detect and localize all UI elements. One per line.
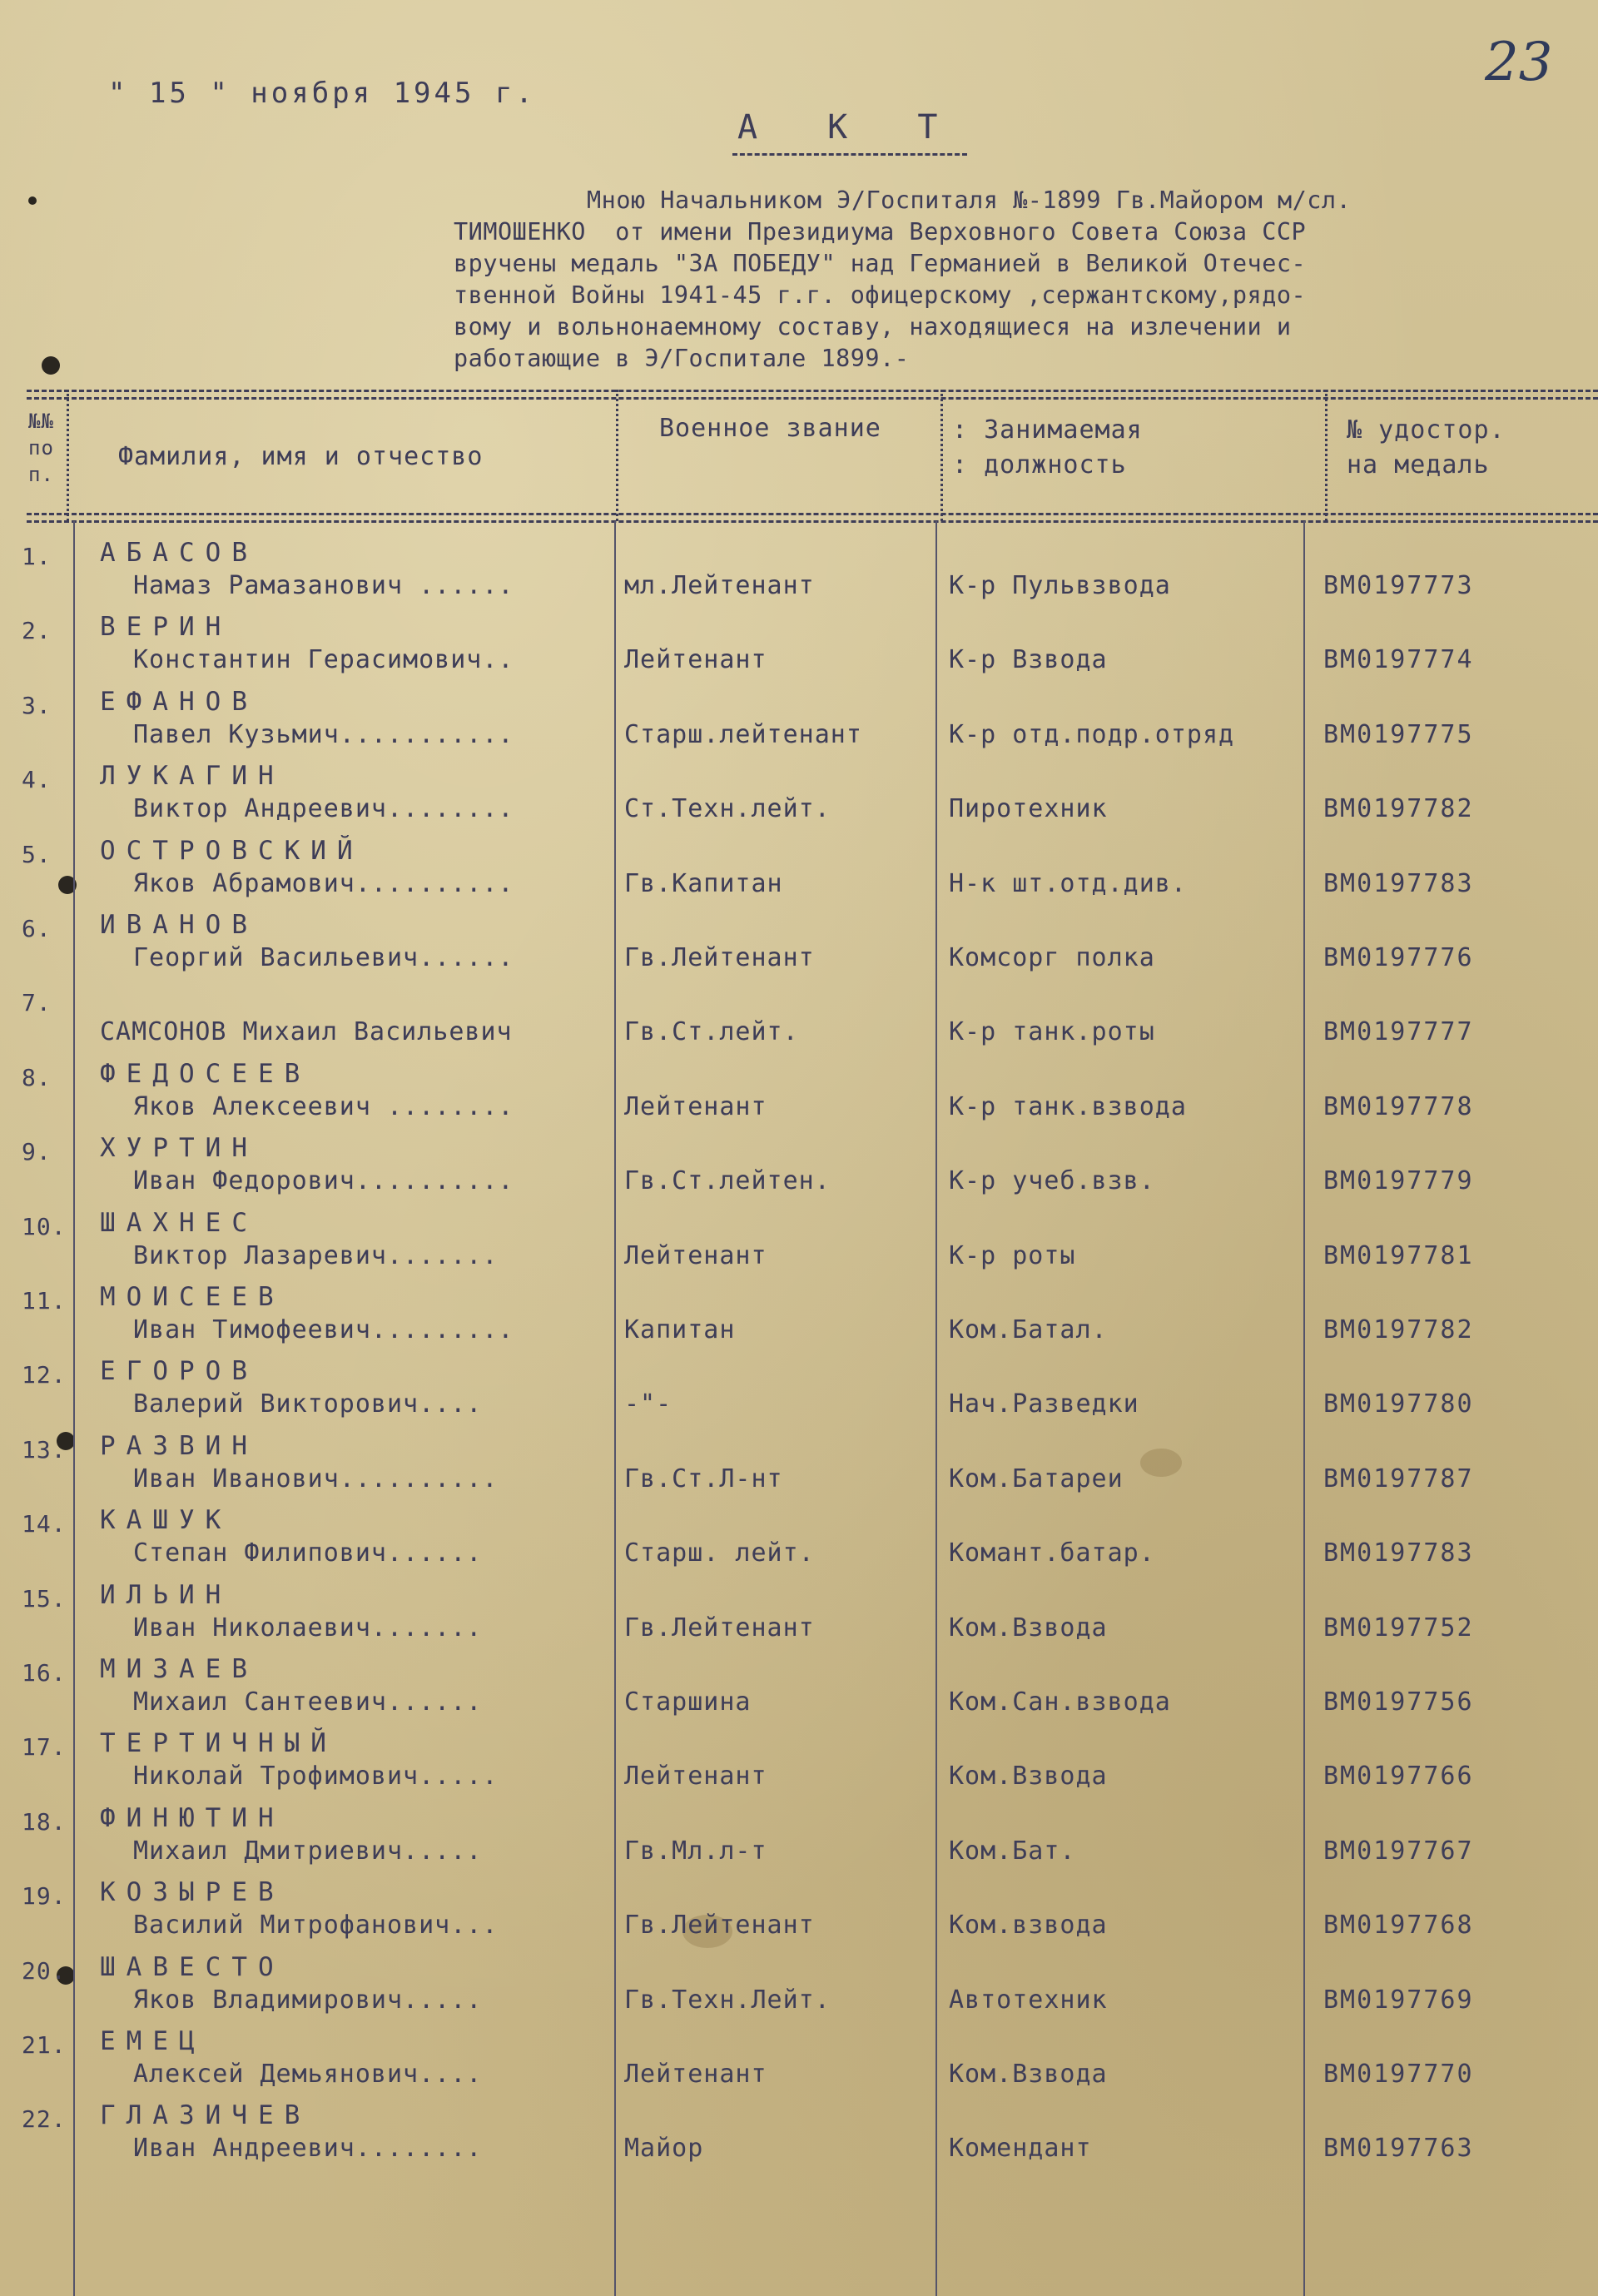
col-header-rank: Военное звание — [659, 414, 881, 443]
col-header-cert: № удостор. на медаль — [1347, 415, 1506, 480]
table-row — [22, 2092, 1598, 2166]
given-name: Валерий Викторович.... — [133, 1389, 483, 1419]
given-name: Иван Иванович.......... — [133, 1464, 499, 1493]
certificate-number: ВМ0197787 — [1323, 1464, 1474, 1493]
row-number: 7. — [22, 989, 52, 1017]
page-number: 23 — [1485, 32, 1553, 93]
military-rank: Лейтенант — [624, 645, 767, 675]
position-held: К-р роты — [949, 1240, 1076, 1270]
military-rank: Ст.Техн.лейт. — [624, 794, 831, 824]
col-header-num: №№ по п. — [28, 410, 54, 486]
military-rank: Гв.Техн.Лейт. — [624, 1985, 831, 2015]
row-number: 15. — [22, 1584, 67, 1613]
table-row — [22, 1200, 1598, 1274]
surname: ЕФАНОВ — [100, 686, 258, 717]
position-held: Ком.Батареи — [949, 1464, 1124, 1493]
given-name: Яков Владимирович..... — [133, 1985, 483, 2015]
given-name: Яков Алексеевич ........ — [133, 1091, 514, 1121]
table-row — [22, 529, 1598, 604]
row-number: 19. — [22, 1882, 67, 1911]
military-rank: Гв.Лейтенант — [624, 1911, 815, 1941]
surname: ШАВЕСТО — [100, 1951, 285, 1982]
surname: ХУРТИН — [100, 1133, 258, 1164]
military-rank: Гв.Ст.Л-нт — [624, 1464, 783, 1493]
position-held: К-р Взвода — [949, 645, 1108, 675]
surname: ГЛАЗИЧЕВ — [100, 2100, 311, 2131]
table-row — [22, 1125, 1598, 1199]
row-number: 6. — [22, 915, 52, 942]
row-number: 22. — [22, 2105, 67, 2134]
surname: КАШУК — [100, 1505, 232, 1536]
row-number: 18. — [22, 1807, 67, 1836]
header-bottom-rule — [27, 520, 1598, 523]
position-held: К-р учеб.взв. — [949, 1166, 1155, 1196]
row-number: 8. — [22, 1063, 52, 1091]
certificate-number: ВМ0197783 — [1323, 1538, 1474, 1568]
given-name: Алексей Демьянович.... — [133, 2060, 483, 2089]
punch-hole — [42, 356, 60, 375]
certificate-number: ВМ0197780 — [1323, 1389, 1474, 1419]
position-held: К-р отд.подр.отряд — [949, 719, 1235, 749]
row-number: 16. — [22, 1659, 67, 1687]
military-rank: Лейтенант — [624, 2060, 767, 2089]
col-header-position: : Занимаемая : должность — [952, 415, 1143, 480]
military-rank: Майор — [624, 2134, 704, 2164]
col-header-name: Фамилия, имя и отчество — [118, 442, 484, 471]
table-row — [22, 1423, 1598, 1497]
surname: ШАХНЕС — [100, 1207, 258, 1238]
military-rank: Лейтенант — [624, 1091, 767, 1121]
certificate-number: ВМ0197756 — [1323, 1687, 1474, 1717]
given-name: Константин Герасимович.. — [133, 645, 514, 675]
intro-line: вручены медаль "ЗА ПОБЕДУ" над Германией в Великой Отечес- — [454, 250, 1307, 277]
punch-hole — [28, 196, 37, 205]
table-row — [22, 902, 1598, 976]
full-name: САМСОНОВ Михаил Васильевич — [100, 1017, 513, 1047]
table-row — [22, 1646, 1598, 1720]
header-bottom-rule — [27, 513, 1598, 515]
table-row — [22, 1944, 1598, 2018]
surname: АБАСОВ — [100, 538, 258, 568]
position-held: Ком.взвода — [949, 1911, 1108, 1941]
row-number: 10. — [22, 1212, 67, 1240]
certificate-number: ВМ0197776 — [1323, 943, 1474, 972]
given-name: Николай Трофимович..... — [133, 1762, 499, 1792]
position-held: Ком.Взвода — [949, 2060, 1108, 2089]
document-date: " 15 " ноября 1945 г. — [108, 77, 536, 110]
given-name: Павел Кузьмич........... — [133, 719, 514, 749]
row-number: 3. — [22, 691, 52, 719]
table-row — [22, 1795, 1598, 1869]
given-name: Иван Тимофеевич......... — [133, 1315, 514, 1344]
intro-line: работающие в Э/Госпитале 1899.- — [454, 345, 910, 372]
certificate-number: ВМ0197770 — [1323, 2060, 1474, 2089]
position-held: К-р танк.взвода — [949, 1091, 1187, 1121]
table-top-rule — [27, 397, 1598, 400]
given-name: Степан Филипович...... — [133, 1538, 483, 1568]
surname: ЕМЕЦ — [100, 2026, 206, 2056]
table-top-rule — [27, 390, 1598, 392]
row-number: 12. — [22, 1361, 67, 1389]
surname: ФЕДОСЕЕВ — [100, 1058, 311, 1089]
certificate-number: ВМ0197775 — [1323, 719, 1474, 749]
intro-paragraph — [454, 185, 1586, 375]
certificate-number: ВМ0197752 — [1323, 1613, 1474, 1642]
military-rank: Старш.лейтенант — [624, 719, 862, 749]
surname: РАЗВИН — [100, 1430, 258, 1461]
position-held: Ком.Батал. — [949, 1315, 1108, 1344]
military-rank: Лейтенант — [624, 1240, 767, 1270]
given-name: Михаил Сантеевич...... — [133, 1687, 483, 1717]
row-number: 9. — [22, 1138, 52, 1166]
surname: ФИНЮТИН — [100, 1802, 285, 1833]
surname: МИЗАЕВ — [100, 1654, 258, 1684]
certificate-number: ВМ0197779 — [1323, 1166, 1474, 1196]
position-held: Ком.Взвода — [949, 1762, 1108, 1792]
certificate-number: ВМ0197763 — [1323, 2134, 1474, 2164]
military-rank: Гв.Ст.лейт. — [624, 1017, 799, 1047]
table-row — [22, 1572, 1598, 1646]
award-table — [22, 390, 1598, 2296]
position-held: К-р танк.роты — [949, 1017, 1155, 1047]
position-held: Автотехник — [949, 1985, 1108, 2015]
military-rank: Гв.Лейтенант — [624, 943, 815, 972]
given-name: Иван Федорович.......... — [133, 1166, 514, 1196]
given-name: Намаз Рамазанович ...... — [133, 571, 514, 600]
table-row — [22, 1497, 1598, 1571]
position-held: Ком.Сан.взвода — [949, 1687, 1171, 1717]
certificate-number: ВМ0197769 — [1323, 1985, 1474, 2015]
table-row — [22, 1869, 1598, 1943]
intro-line: твенной Войны 1941-45 г.г. офицерскому ,сержантскому,рядо- — [454, 281, 1307, 309]
column-divider — [1325, 390, 1328, 521]
row-number: 5. — [22, 840, 52, 868]
surname: ВЕРИН — [100, 612, 232, 643]
column-divider — [940, 390, 943, 521]
certificate-number: ВМ0197766 — [1323, 1762, 1474, 1792]
position-held: Н-к шт.отд.див. — [949, 868, 1187, 898]
military-rank: Гв.Лейтенант — [624, 1613, 815, 1642]
certificate-number: ВМ0197773 — [1323, 571, 1474, 600]
certificate-number: ВМ0197767 — [1323, 1836, 1474, 1866]
intro-line: вому и вольнонаемному составу, находящиеся на излечении и — [454, 313, 1292, 340]
military-rank: Старш. лейт. — [624, 1538, 815, 1568]
row-number: 20. — [22, 1956, 67, 1985]
row-number: 11. — [22, 1287, 67, 1314]
surname: ЕГОРОВ — [100, 1356, 258, 1387]
table-row — [22, 2018, 1598, 2092]
given-name: Виктор Андреевич........ — [133, 794, 514, 824]
certificate-number: ВМ0197778 — [1323, 1091, 1474, 1121]
table-row — [22, 678, 1598, 753]
surname: ИЛЬИН — [100, 1579, 232, 1610]
military-rank: Старшина — [624, 1687, 752, 1717]
row-number: 17. — [22, 1733, 67, 1762]
given-name: Георгий Васильевич...... — [133, 943, 514, 972]
certificate-number: ВМ0197782 — [1323, 794, 1474, 824]
table-row — [22, 976, 1598, 1050]
position-held: Нач.Разведки — [949, 1389, 1139, 1419]
table-row — [22, 753, 1598, 827]
military-rank: Капитан — [624, 1315, 736, 1344]
surname: ТЕРТИЧНЫЙ — [100, 1728, 337, 1759]
row-number: 2. — [22, 617, 52, 645]
surname: МОИСЕЕВ — [100, 1282, 285, 1312]
military-rank: мл.Лейтенант — [624, 571, 815, 600]
certificate-number: ВМ0197774 — [1323, 645, 1474, 675]
given-name: Иван Николаевич....... — [133, 1613, 483, 1642]
intro-line: Мною Начальником Э/Госпиталя №-1899 Гв.Майором м/сл. — [587, 186, 1352, 214]
table-row — [22, 1720, 1598, 1794]
certificate-number: ВМ0197777 — [1323, 1017, 1474, 1047]
document-title: А К Т — [732, 108, 967, 156]
table-row — [22, 827, 1598, 902]
row-number: 1. — [22, 543, 52, 570]
certificate-number: ВМ0197781 — [1323, 1240, 1474, 1270]
certificate-number: ВМ0197768 — [1323, 1911, 1474, 1941]
position-held: Комант.батар. — [949, 1538, 1155, 1568]
military-rank: Гв.Ст.лейтен. — [624, 1166, 831, 1196]
position-held: Пиротехник — [949, 794, 1108, 824]
surname: ЛУКАГИН — [100, 761, 285, 792]
given-name: Иван Андреевич........ — [133, 2134, 483, 2164]
certificate-number: ВМ0197782 — [1323, 1315, 1474, 1344]
surname: ОСТРОВСКИЙ — [100, 835, 364, 866]
position-held: Ком.Бат. — [949, 1836, 1076, 1866]
row-number: 14. — [22, 1510, 67, 1538]
given-name: Виктор Лазаревич....... — [133, 1240, 499, 1270]
surname: КОЗЫРЕВ — [100, 1877, 285, 1908]
given-name: Яков Абрамович.......... — [133, 868, 514, 898]
surname: ИВАНОВ — [100, 910, 258, 940]
table-row — [22, 1274, 1598, 1348]
column-divider — [616, 390, 618, 521]
row-number: 13. — [22, 1435, 67, 1464]
position-held: Комсорг полка — [949, 943, 1155, 972]
column-divider — [67, 390, 69, 521]
table-row — [22, 604, 1598, 678]
row-number: 4. — [22, 766, 52, 794]
military-rank: -"- — [624, 1389, 672, 1419]
given-name: Василий Митрофанович... — [133, 1911, 499, 1941]
position-held: Ком.Взвода — [949, 1613, 1108, 1642]
row-number: 21. — [22, 2031, 67, 2059]
military-rank: Лейтенант — [624, 1762, 767, 1792]
position-held: Комендант — [949, 2134, 1092, 2164]
table-row — [22, 1348, 1598, 1422]
military-rank: Гв.Мл.л-т — [624, 1836, 767, 1866]
given-name: Михаил Дмитриевич..... — [133, 1836, 483, 1866]
table-row — [22, 1051, 1598, 1125]
position-held: К-р Пульвзвода — [949, 571, 1171, 600]
certificate-number: ВМ0197783 — [1323, 868, 1474, 898]
military-rank: Гв.Капитан — [624, 868, 783, 898]
intro-line: ТИМОШЕНКО от имени Президиума Верховного Совета Союза ССР — [454, 218, 1307, 246]
